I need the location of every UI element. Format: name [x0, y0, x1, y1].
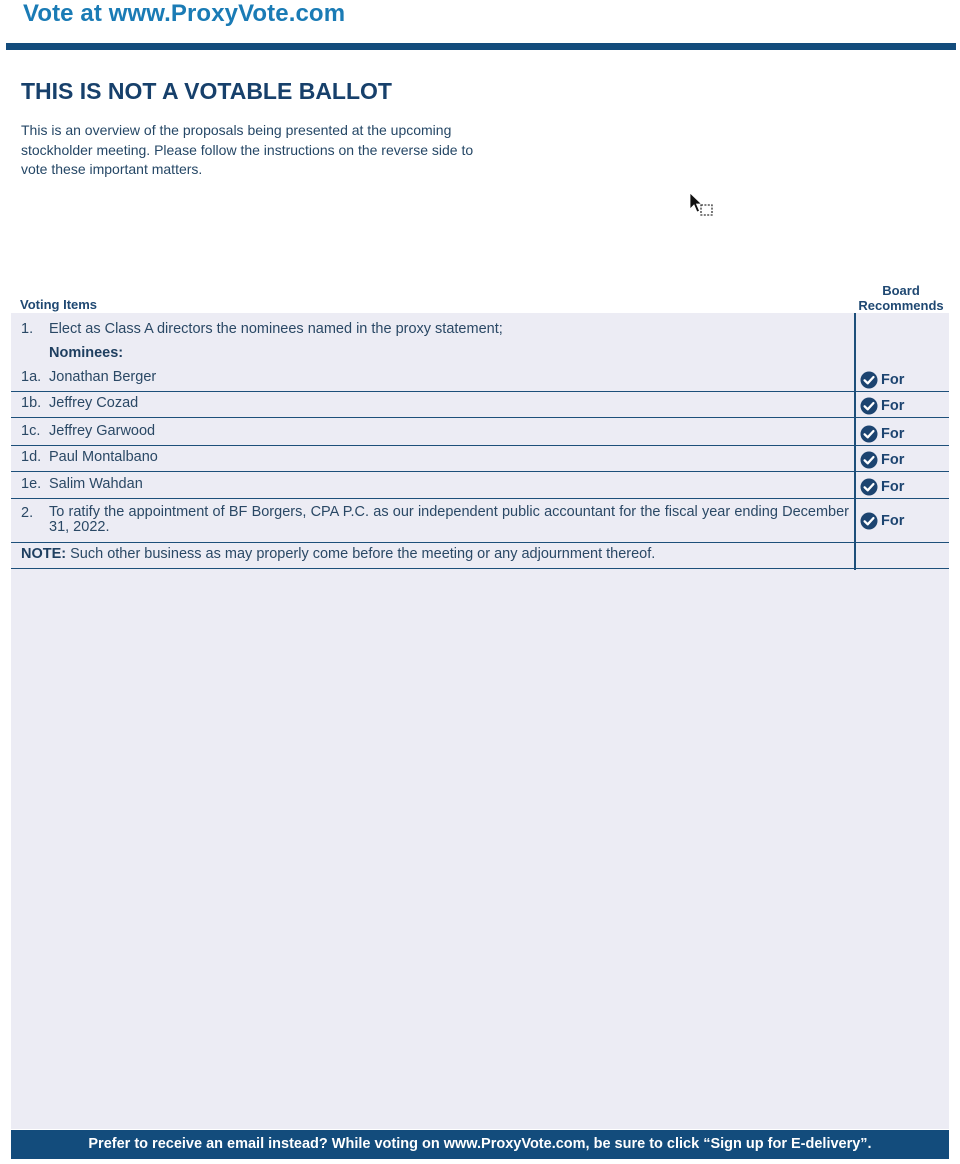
- item-1-text: Elect as Class A directors the nominees named in the proxy statement;: [49, 321, 503, 337]
- check-circle-icon: [860, 451, 878, 469]
- recommendation: [860, 512, 904, 530]
- recommendation: [860, 397, 904, 415]
- nominee-number: 1b.: [21, 395, 42, 411]
- note-row: [21, 546, 655, 562]
- column-divider: [854, 313, 856, 570]
- recommendation: [860, 425, 904, 443]
- nominee-name: Jonathan Berger: [49, 369, 157, 385]
- nominee-name: Salim Wahdan: [49, 476, 143, 492]
- row-divider: [11, 498, 949, 499]
- note-label: NOTE:: [21, 546, 67, 562]
- intro-paragraph: This is an overview of the proposals being presented at the upcoming stockholder meeting. Please follow the instructions on the reverse side to vote these important matters.: [21, 122, 474, 177]
- row-divider: [11, 542, 949, 543]
- recommendation-label: For: [881, 513, 905, 529]
- mouse-cursor-icon: [688, 192, 718, 220]
- item-2-number: 2.: [21, 505, 34, 521]
- row-divider: [11, 445, 949, 446]
- item-2-text: To ratify the appointment of BF Borgers, CPA P.C. as our independent public accountant for the fiscal year ending December 31, 2022.: [49, 504, 849, 535]
- note-text: Such other business as may properly come before the meeting or any adjournment thereof.: [70, 546, 656, 562]
- page-title: THIS IS NOT A VOTABLE BALLOT: [21, 78, 392, 104]
- nominee-number: 1c.: [21, 423, 41, 439]
- check-circle-icon: [860, 512, 878, 530]
- recommendation: [860, 478, 904, 496]
- check-circle-icon: [860, 397, 878, 415]
- check-circle-icon: [860, 425, 878, 443]
- recommendation: [860, 371, 904, 389]
- row-divider: [11, 471, 949, 472]
- recommendation-label: For: [881, 372, 905, 388]
- check-circle-icon: [860, 371, 878, 389]
- row-divider: [11, 568, 949, 569]
- recommendation-label: For: [881, 452, 905, 468]
- row-divider: [11, 391, 949, 392]
- nominee-name: Jeffrey Garwood: [49, 423, 156, 439]
- recommendation: [860, 451, 904, 469]
- nominees-label: Nominees:: [49, 345, 124, 361]
- check-circle-icon: [860, 478, 878, 496]
- nominee-number: 1a.: [21, 369, 42, 385]
- recommendation-label: For: [881, 426, 905, 442]
- board-recommends-header: Board Recommends: [858, 283, 944, 313]
- nominee-name: Jeffrey Cozad: [49, 395, 139, 411]
- item-1-number: 1.: [21, 321, 34, 337]
- recommendation-label: For: [881, 398, 905, 414]
- nominee-number: 1d.: [21, 449, 42, 465]
- header-rule: [6, 43, 956, 50]
- recommendation-label: For: [881, 479, 905, 495]
- vote-link[interactable]: Vote at www.ProxyVote.com: [23, 0, 346, 27]
- voting-items-header: Voting Items: [20, 297, 98, 312]
- row-divider: [11, 417, 949, 418]
- nominee-number: 1e.: [21, 476, 42, 492]
- edelivery-banner: Prefer to receive an email instead? While voting on www.ProxyVote.com, be sure to click “Sign up for E-delivery”.: [11, 1130, 949, 1159]
- nominee-name: Paul Montalbano: [49, 449, 158, 465]
